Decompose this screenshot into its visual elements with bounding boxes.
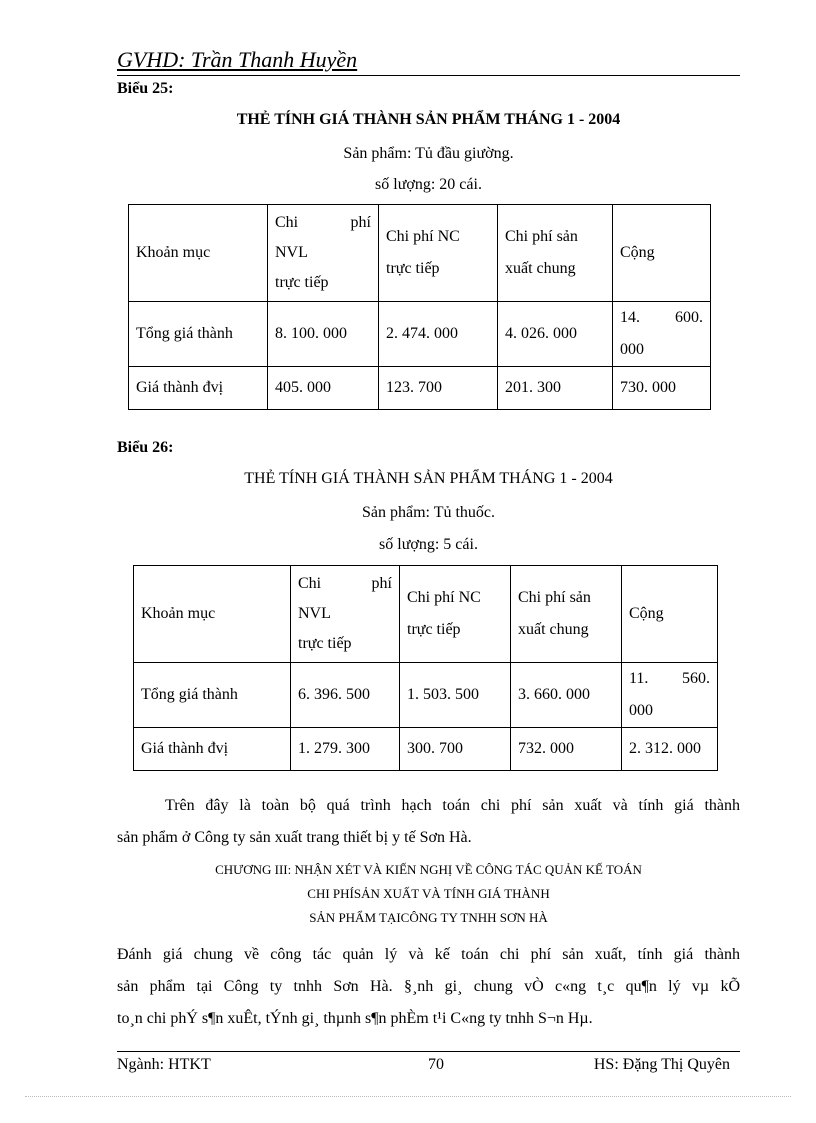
header-khoan-muc: Khoản mục (129, 205, 268, 302)
row-name: Tổng giá thành (134, 663, 291, 728)
section2-quantity: số lượng: 5 cái. (379, 536, 478, 553)
table-row (134, 728, 718, 771)
section2-title: THẺ TÍNH GIÁ THÀNH SẢN PHẨM THÁNG 1 - 2004 (244, 470, 613, 487)
table-row (134, 663, 718, 728)
cell-nvl: 405. 000 (268, 367, 379, 410)
header-nc: Chi phí NC trực tiếp (400, 566, 511, 663)
cell-nc: 2. 474. 000 (379, 302, 498, 367)
table-header-row (134, 566, 718, 663)
row-name: Tổng giá thành (129, 302, 268, 367)
cell-nc: 1. 503. 500 (400, 663, 511, 728)
section2-label: Biểu 26: (117, 439, 174, 456)
header-khoan-muc: Khoản mục (134, 566, 291, 663)
table-row (129, 367, 711, 410)
page-number: 70 (428, 1056, 444, 1073)
cell-sxc: 3. 660. 000 (511, 663, 622, 728)
header-nvl: Chi phí NVL trực tiếp (291, 566, 400, 663)
header-cong: Cộng (622, 566, 718, 663)
table-header-row (129, 205, 711, 302)
page-footer (117, 1051, 740, 1078)
header-nvl: Chi phí NVL trực tiếp (268, 205, 379, 302)
cell-total: 2. 312. 000 (622, 728, 718, 771)
section1-product: Sản phẩm: Tủ đầu giường. (343, 145, 514, 162)
header-sxc: Chi phí sản xuất chung (498, 205, 613, 302)
cell-sxc: 4. 026. 000 (498, 302, 613, 367)
footer-major: Ngành: HTKT (117, 1056, 211, 1073)
header-sxc: Chi phí sản xuất chung (511, 566, 622, 663)
row-name: Giá thành đvị (129, 367, 268, 410)
header-nc: Chi phí NC trực tiếp (379, 205, 498, 302)
cell-nc: 123. 700 (379, 367, 498, 410)
cell-sxc: 732. 000 (511, 728, 622, 771)
section2-product: Sản phẩm: Tủ thuốc. (361, 504, 496, 521)
page-header (117, 47, 740, 76)
footer-student: HS: Đặng Thị Quyên (593, 1056, 730, 1073)
cost-table-1 (128, 204, 711, 410)
paragraph-summary: Trên đây là toàn bộ quá trình hạch toán chi phí sản xuất và tính giá thành sản phẩm ở Công ty sản xuất trang thiết bị y tế Sơn Hà. (117, 797, 740, 846)
advisor-name: GVHD: Trần Thanh Huyền (117, 47, 358, 72)
section1-label: Biểu 25: (117, 80, 174, 97)
table-row (129, 302, 711, 367)
cell-nvl: 8. 100. 000 (268, 302, 379, 367)
cell-total: 14. 600. 000 (613, 302, 711, 367)
cell-nvl: 1. 279. 300 (291, 728, 400, 771)
cell-sxc: 201. 300 (498, 367, 613, 410)
paragraph-assessment: Đánh giá chung về công tác quản lý và kế toán chi phí sản xuất, tính giá thành sản phẩm tại Công ty tnhh Sơn Hà. §¸nh gi¸ chung vÒ c«ng t¸c qu¶n lý vµ kÕ to¸n chi phÝ s¶n xuÊt, tÝnh gi¸ thµnh s¶n phÈm t¹i C«ng ty tnhh S¬n Hµ. (117, 946, 740, 1027)
cell-total: 730. 000 (613, 367, 711, 410)
section1-title: THẺ TÍNH GIÁ THÀNH SẢN PHẨM THÁNG 1 - 2004 (236, 111, 621, 128)
page-edge-divider (25, 1096, 791, 1097)
cost-table-2 (133, 565, 718, 771)
header-cong: Cộng (613, 205, 711, 302)
row-name: Giá thành đvị (134, 728, 291, 771)
cell-total: 11. 560. 000 (622, 663, 718, 728)
section1-quantity: số lượng: 20 cái. (375, 176, 482, 193)
cell-nc: 300. 700 (400, 728, 511, 771)
chapter-heading: CHƯƠNG III: NHẬN XÉT VÀ KIẾN NGHỊ VỀ CÔNG TÁC QUẢN KẾ TOÁN CHI PHÍSẢN XUẤT VÀ TÍNH GIÁ THÀNH SẢN PHẨM TẠICÔNG TY TNHH SƠN HÀ (215, 862, 642, 925)
cell-nvl: 6. 396. 500 (291, 663, 400, 728)
